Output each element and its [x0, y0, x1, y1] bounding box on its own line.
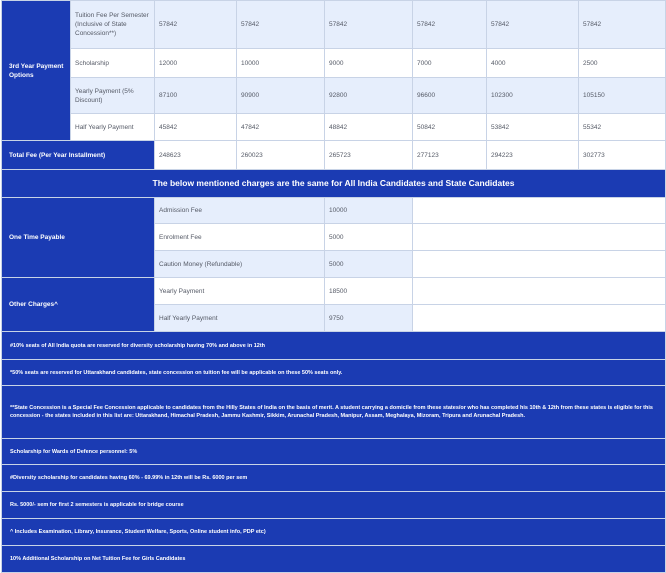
fee-cell: 105150: [579, 78, 666, 114]
table-row: [2, 49, 666, 78]
section-label: 3rd Year Payment Options: [2, 1, 71, 141]
empty-cell: [413, 224, 666, 251]
table-row: [2, 198, 666, 224]
row-label: Half Yearly Payment: [71, 114, 155, 141]
table-row: [2, 360, 666, 386]
charge-name: Half Yearly Payment: [155, 305, 325, 332]
fee-cell: 57842: [487, 1, 579, 49]
common-charges-banner: The below mentioned charges are the same for All India Candidates and State Candidates: [2, 170, 666, 198]
table-row: [2, 170, 666, 198]
fee-cell: 55342: [579, 114, 666, 141]
fee-cell: 90900: [237, 78, 325, 114]
table-row: [2, 439, 666, 465]
row-label: Scholarship: [71, 49, 155, 78]
fee-cell: 47842: [237, 114, 325, 141]
fee-cell: 7000: [413, 49, 487, 78]
fee-cell: 48842: [325, 114, 413, 141]
fee-cell: 9000: [325, 49, 413, 78]
empty-cell: [413, 198, 666, 224]
note-diversity-scholarship: #Diversity scholarship for candidates having 60% - 69.99% in 12th will be Rs. 6000 per sem: [2, 465, 666, 492]
fee-cell: 302773: [579, 141, 666, 170]
fee-cell: 277123: [413, 141, 487, 170]
empty-cell: [413, 278, 666, 305]
row-label: Yearly Payment (5% Discount): [71, 78, 155, 114]
charge-name: Caution Money (Refundable): [155, 251, 325, 278]
fee-cell: 265723: [325, 141, 413, 170]
other-charges-label: Other Charges^: [2, 278, 155, 332]
fee-cell: 12000: [155, 49, 237, 78]
table-row: [2, 1, 666, 49]
table-row: [2, 465, 666, 492]
charge-value: 10000: [325, 198, 413, 224]
fee-table: [1, 0, 666, 573]
total-fee-row: [2, 141, 666, 170]
fee-cell: 96600: [413, 78, 487, 114]
fee-cell: 10000: [237, 49, 325, 78]
table-row: [2, 546, 666, 573]
table-row: [2, 386, 666, 439]
note-defence-scholarship: Scholarship for Wards of Defence personnel: 5%: [2, 439, 666, 465]
note-diversity-quota: #10% seats of All India quota are reserved for diversity scholarship having 70% and above in 12th: [2, 332, 666, 360]
charge-name: Admission Fee: [155, 198, 325, 224]
charge-value: 5000: [325, 224, 413, 251]
charge-value: 18500: [325, 278, 413, 305]
note-state-concession: **State Concession is a Special Fee Concession applicable to candidates from the Hilly States of India on the basis of merit. A student carrying a domicile from these states/or who has completed his 10th & 12th from these states is eligible for this concession - the states included in this list are: Uttarakhand, Himachal Pradesh, Jammu Kashmir, Sikkim, Arunachal Pradesh, Manipur, Assam, Meghalaya, Mizoram, Tripura and Arunachal Pradesh.: [2, 386, 666, 439]
charge-name: Yearly Payment: [155, 278, 325, 305]
table-row: [2, 78, 666, 114]
table-row: [2, 519, 666, 546]
fee-cell: 2500: [579, 49, 666, 78]
empty-cell: [413, 251, 666, 278]
fee-cell: 57842: [237, 1, 325, 49]
empty-cell: [413, 305, 666, 332]
table-row: [2, 492, 666, 519]
note-bridge-course: Rs. 5000/- sem for first 2 semesters is applicable for bridge course: [2, 492, 666, 519]
fee-cell: 57842: [155, 1, 237, 49]
note-includes: ^ Includes Examination, Library, Insurance, Student Welfare, Sports, Online student info, PDP etc): [2, 519, 666, 546]
note-girls-scholarship: 10% Additional Scholarship on Net Tuition Fee for Girls Candidates: [2, 546, 666, 573]
charge-value: 5000: [325, 251, 413, 278]
one-time-label: One Time Payable: [2, 198, 155, 278]
fee-cell: 53842: [487, 114, 579, 141]
fee-cell: 57842: [413, 1, 487, 49]
table-row: [2, 332, 666, 360]
fee-cell: 260023: [237, 141, 325, 170]
table-row: [2, 278, 666, 305]
note-uttarakhand-seats: *50% seats are reserved for Uttarakhand candidates, state concession on tuition fee will be applicable on these 50% seats only.: [2, 360, 666, 386]
fee-cell: 102300: [487, 78, 579, 114]
total-fee-label: Total Fee (Per Year Installment): [2, 141, 155, 170]
fee-cell: 57842: [579, 1, 666, 49]
fee-cell: 57842: [325, 1, 413, 49]
row-label: Tuition Fee Per Semester (Inclusive of State Concession**): [71, 1, 155, 49]
fee-cell: 248623: [155, 141, 237, 170]
fee-cell: 45842: [155, 114, 237, 141]
fee-cell: 4000: [487, 49, 579, 78]
fee-cell: 92800: [325, 78, 413, 114]
charge-value: 9750: [325, 305, 413, 332]
fee-cell: 87100: [155, 78, 237, 114]
table-row: [2, 114, 666, 141]
charge-name: Enrolment Fee: [155, 224, 325, 251]
fee-cell: 294223: [487, 141, 579, 170]
fee-cell: 50842: [413, 114, 487, 141]
